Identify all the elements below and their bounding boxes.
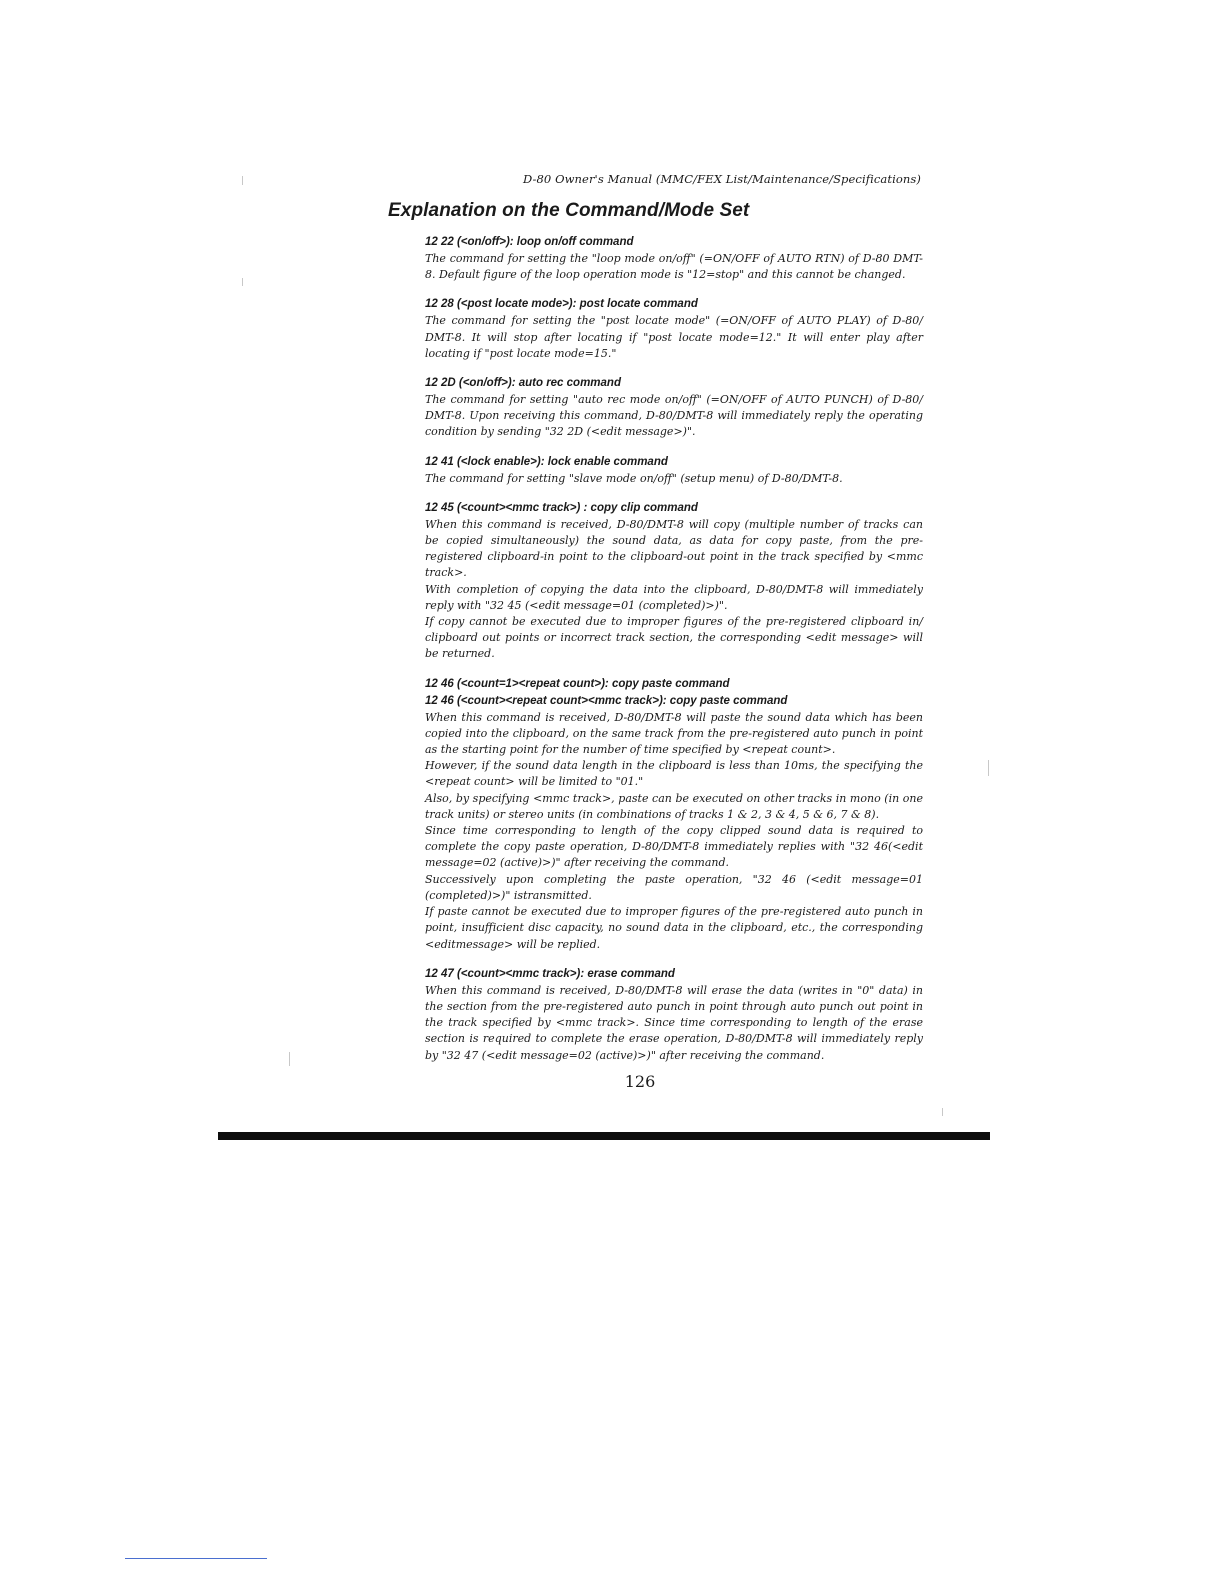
- page-number: 126: [624, 1072, 656, 1091]
- command-section: [425, 296, 923, 362]
- command-heading: 12 22 (<on/off>): loop on/off command: [425, 236, 634, 248]
- command-section: [425, 375, 923, 441]
- bottom-rule: [218, 1132, 990, 1140]
- scan-speck: [242, 176, 243, 185]
- command-heading: 12 41 (<lock enable>): lock enable command: [425, 455, 668, 468]
- corner-line: [125, 1558, 267, 1559]
- command-section: [425, 500, 923, 663]
- command-description: However, if the sound data length in the clipboard is less than 10ms, the specifying the <repeat count> will be limited to "01.": [425, 759, 923, 789]
- command-heading: 12 47 (<count><mmc track>): erase command: [425, 967, 675, 980]
- command-list: [425, 234, 923, 1077]
- command-description: The command for setting "slave mode on/off" (setup menu) of D-80/DMT-8.: [425, 471, 843, 485]
- command-heading: 12 45 (<count><mmc track>) : copy clip command: [425, 501, 698, 514]
- scan-speck: [988, 760, 989, 776]
- command-heading: 12 28 (<post locate mode>): post locate command: [425, 298, 698, 311]
- command-description: Also, by specifying <mmc track>, paste can be executed on other tracks in mono (in one track units) or stereo units (in combinations of tracks 1 & 2, 3 & 4, 5 & 6, 7 & 8).: [425, 791, 923, 821]
- command-section: [425, 454, 923, 487]
- command-description: The command for setting the "loop mode on/off" (=ON/OFF of AUTO RTN) of D-80 DMT-8. Default figure of the loop operation mode is "12=stop" and this cannot be changed.: [425, 252, 923, 282]
- command-heading: 12 46 (<count><repeat count><mmc track>): copy paste command: [425, 694, 788, 707]
- command-section: [425, 966, 923, 1064]
- command-heading: 12 46 (<count=1><repeat count>): copy paste command: [425, 677, 730, 690]
- page-title: Explanation on the Command/Mode Set: [388, 200, 750, 221]
- command-description: If copy cannot be executed due to improper figures of the pre-registered clipboard in/ clipboard out points or incorrect track section, the corresponding <edit message> will be returned.: [425, 615, 923, 661]
- command-description: When this command is received, D-80/DMT-8 will paste the sound data which has been copied into the clipboard, on the same track from the pre-registered auto punch in point as the starting point for the number of time specified by <repeat count>.: [425, 710, 923, 757]
- command-description: When this command is received, D-80/DMT-8 will erase the data (writes in "0" data) in the section from the pre-registered auto punch in point through auto punch out point in the track specified by <mmc track>. Since time corresponding to length of the erase section is required to complete the erase operation, D-80/DMT-8 will immediately reply by "32 47 (<edit message=02 (active)>)" after receiving the command.: [425, 983, 923, 1062]
- command-description: Successively upon completing the paste operation, "32 46 (<edit message=01 (completed)>)" istransmitted.: [425, 872, 923, 902]
- scan-speck: [942, 1108, 943, 1116]
- scan-speck: [289, 1052, 290, 1066]
- command-section: [425, 234, 923, 283]
- command-heading: 12 2D (<on/off>): auto rec command: [425, 377, 621, 390]
- command-description: The command for setting the "post locate mode" (=ON/OFF of AUTO PLAY) of D-80/ DMT-8. It will stop after locating if "post locate mode=12." It will enter play after locating if "post locate mode=15.": [425, 314, 923, 360]
- command-description: If paste cannot be executed due to improper figures of the pre-registered auto punch in point, insufficient disc capacity, no sound data in the clipboard, etc., the corresponding <editmessage> will be replied.: [425, 905, 923, 951]
- command-description: The command for setting "auto rec mode on/off" (=ON/OFF of AUTO PUNCH) of D-80/ DMT-8. Upon receiving this command, D-80/DMT-8 will immediately reply the operating condition by sending "32 2D (<edit message>)".: [425, 393, 923, 439]
- scan-speck: [242, 278, 243, 286]
- command-description: With completion of copying the data into the clipboard, D-80/DMT-8 will immediately reply with "32 45 (<edit message=01 (completed)>)".: [425, 582, 923, 612]
- command-description: Since time corresponding to length of the copy clipped sound data is required to complete the copy paste operation, D-80/DMT-8 immediately replies with "32 46(<edit message=02 (active)>)" after receiving the command.: [425, 824, 923, 870]
- command-description: When this command is received, D-80/DMT-8 will copy (multiple number of tracks can be copied simultaneously) the sound data, as data for copy paste, from the pre-registered clipboard-in point to the clipboard-out point in the track specified by <mmc track>.: [425, 517, 923, 580]
- command-section: [425, 676, 923, 953]
- running-header: D-80 Owner's Manual (MMC/FEX List/Maintenance/Specifications): [522, 172, 921, 186]
